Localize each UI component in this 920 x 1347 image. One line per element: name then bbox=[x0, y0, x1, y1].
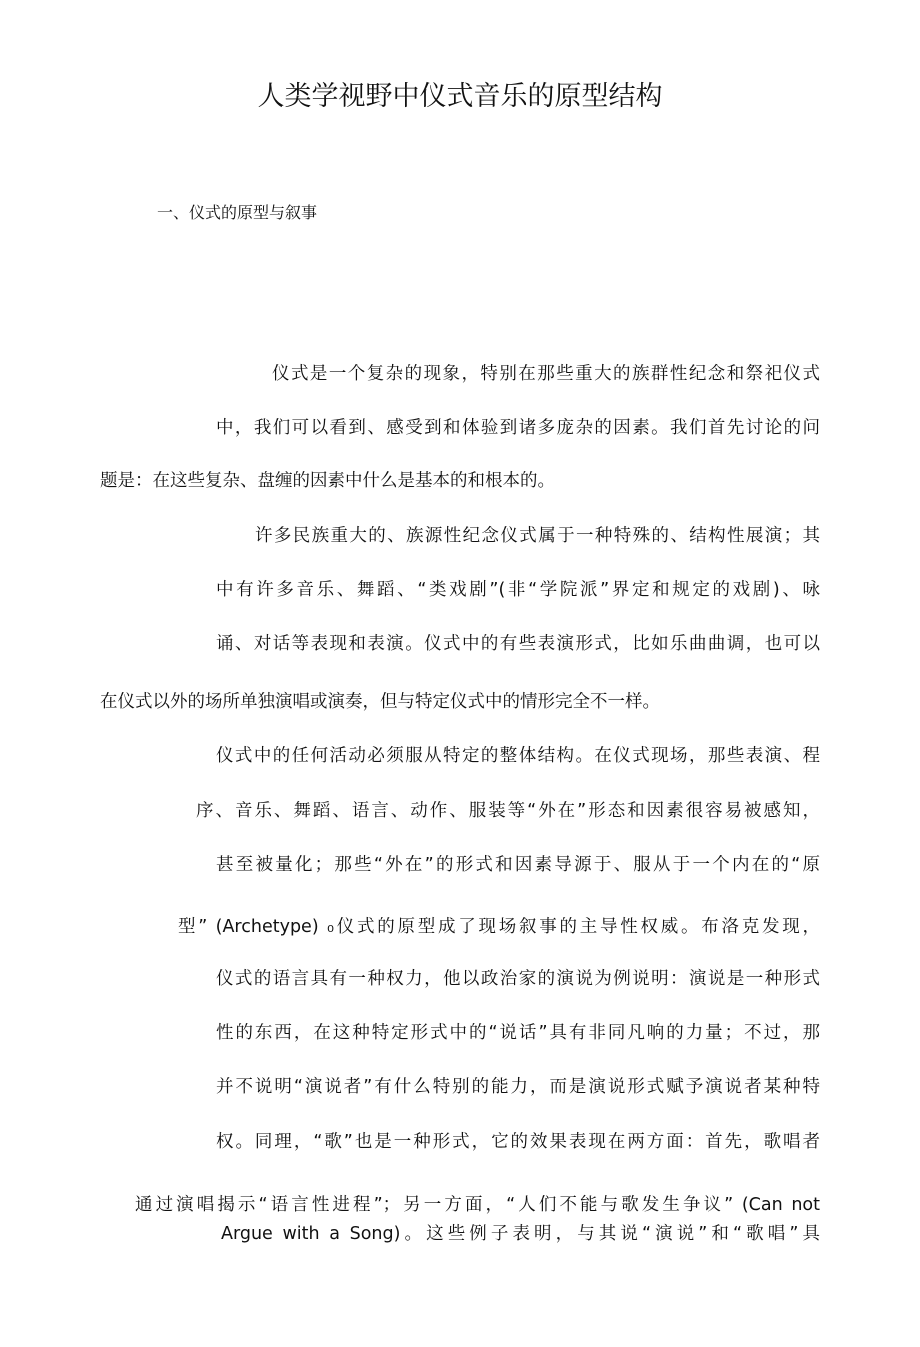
document-title: 人类学视野中仪式音乐的原型结构 bbox=[257, 81, 663, 112]
paragraph-line: 通过演唱揭示“语言性进程”；另一方面，“人们不能与歌发生争议” (Can not bbox=[135, 1195, 820, 1215]
paragraph-line: 仪式中的任何活动必须服从特定的整体结构。在仪式现场，那些表演、程 bbox=[216, 746, 820, 766]
paragraph-line: 诵、对话等表现和表演。仪式中的有些表演形式，比如乐曲曲调，也可以 bbox=[216, 634, 820, 654]
section-heading: 一、仪式的原型与叙事 bbox=[157, 203, 318, 222]
paragraph-line: 仪式的语言具有一种权力，他以政治家的演说为例说明：演说是一种形式 bbox=[216, 969, 820, 989]
paragraph-line: 序、音乐、舞蹈、语言、动作、服装等“外在”形态和因素很容易被感知， bbox=[196, 801, 820, 821]
paragraph-line: 中有许多音乐、舞蹈、“类戏剧”(非“学院派”界定和规定的戏剧)、咏 bbox=[216, 580, 820, 600]
paragraph-line: 中，我们可以看到、感受到和体验到诸多庞杂的因素。我们首先讨论的问 bbox=[216, 418, 820, 438]
paragraph-line: 型” (Archetype) ₀仪式的原型成了现场叙事的主导性权威。布洛克发现， bbox=[178, 917, 820, 937]
paragraph-line: 在仪式以外的场所单独演唱或演奏，但与特定仪式中的情形完全不一样。 bbox=[100, 692, 660, 712]
paragraph-line: Argue with a Song)。这些例子表明，与其说“演说”和“歌唱”具 bbox=[221, 1224, 820, 1244]
paragraph-line: 许多民族重大的、族源性纪念仪式属于一种特殊的、结构性展演；其 bbox=[255, 526, 820, 546]
paragraph-line: 甚至被量化；那些“外在”的形式和因素导源于、服从于一个内在的“原 bbox=[216, 855, 820, 875]
paragraph-line: 权。同理，“歌”也是一种形式，它的效果表现在两方面：首先，歌唱者 bbox=[216, 1132, 820, 1152]
paragraph-line: 并不说明“演说者”有什么特别的能力，而是演说形式赋予演说者某种特 bbox=[216, 1077, 820, 1097]
paragraph-line: 题是：在这些复杂、盘缠的因素中什么是基本的和根本的。 bbox=[100, 471, 555, 491]
paragraph-line: 仪式是一个复杂的现象，特别在那些重大的族群性纪念和祭祀仪式 bbox=[272, 364, 820, 384]
paragraph-line: 性的东西，在这种特定形式中的“说话”具有非同凡响的力量；不过，那 bbox=[216, 1023, 820, 1043]
